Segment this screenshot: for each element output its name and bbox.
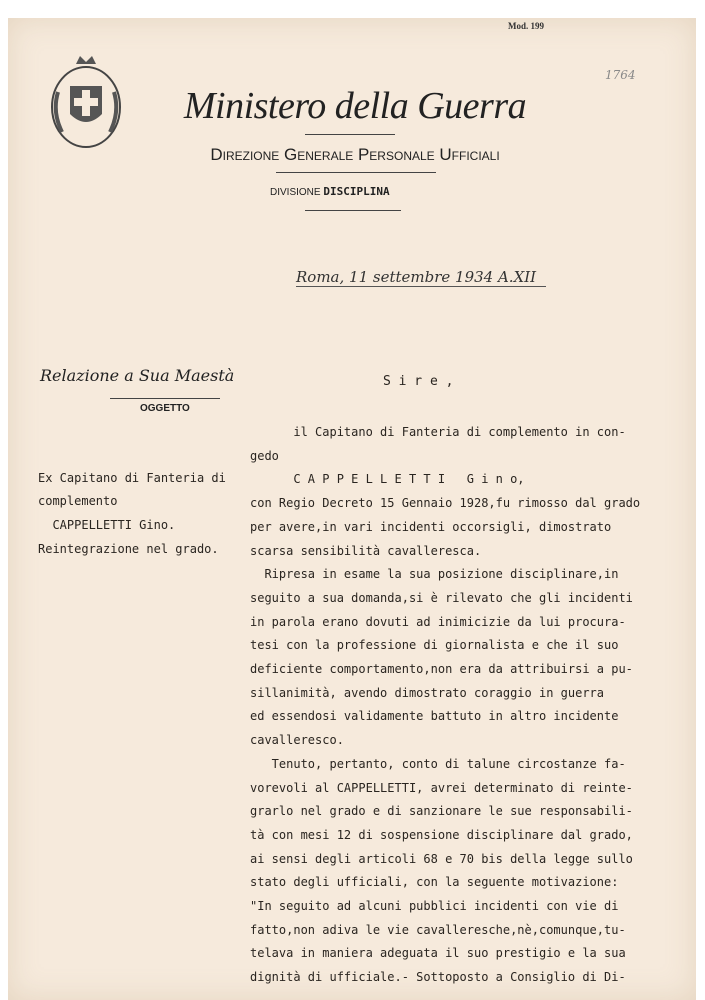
body-line: sillanimità, avendo dimostrato coraggio in guerra <box>250 685 605 700</box>
body-line: il Capitano di Fanteria di complemento in con- <box>250 425 626 439</box>
body-line: gedo <box>250 448 279 463</box>
subject-text <box>38 443 226 585</box>
letter-body <box>250 421 640 990</box>
divider <box>305 134 395 135</box>
body-line: scarsa sensibilità cavalleresca. <box>250 543 482 558</box>
subject-line: complemento <box>38 494 118 509</box>
body-line: seguito a sua domanda,si è rilevato che gli incidenti <box>250 590 633 605</box>
subject-line: Reintegrazione nel grado. <box>38 541 219 556</box>
body-line: grarlo nel grado e di sanzionare le sue responsabili- <box>250 804 633 819</box>
body-line: con Regio Decreto 15 Gennaio 1928,fu rimosso dal grado <box>250 496 641 511</box>
form-code: Mod. 199 <box>508 21 544 31</box>
division <box>270 185 390 198</box>
body-line: cavalleresco. <box>250 733 344 748</box>
body-line: per avere,in vari incidenti occorsigli, dimostrato <box>250 519 612 534</box>
body-line: ed essendosi validamente battuto in altro incidente <box>250 709 619 724</box>
body-line: telava in maniera adeguata il suo prestigio e la sua <box>250 946 626 961</box>
body-line: in parola erano dovuti ad inimicizie da lui procura- <box>250 614 626 629</box>
body-line: vorevoli al CAPPELLETTI, avrei determinato di reinte- <box>250 780 633 795</box>
subject-line: Ex Capitano di Fanteria di <box>38 470 226 485</box>
division-label: DIVISIONE <box>270 187 321 198</box>
body-line: dignità di ufficiale.- Sottoposto a Consiglio di Di- <box>250 970 626 985</box>
direction-title: Direzione Generale Personale Ufficiali <box>210 145 500 164</box>
body-line: deficiente comportamento,non era da attribuirsi a pu- <box>250 662 633 677</box>
divider <box>276 172 436 173</box>
body-line: Tenuto, pertanto, conto di talune circostanze fa- <box>250 756 626 771</box>
ministry-title: Ministero della Guerra <box>183 85 527 127</box>
date-line: Roma, 11 settembre 1934 A.XII <box>296 268 546 287</box>
body-line: stato degli ufficiali, con la seguente motivazione: <box>250 875 619 890</box>
divider <box>110 398 220 399</box>
body-line: Ripresa in esame la sua posizione disciplinare,in <box>250 567 619 582</box>
body-line: "In seguito ad alcuni pubblici incidenti con vie di <box>250 899 619 914</box>
body-line: C A P P E L L E T T I G i n o, <box>250 472 525 487</box>
subject-line: CAPPELLETTI Gino. <box>38 518 176 533</box>
body-line: tesi con la professione di giornalista e che il suo <box>250 638 619 653</box>
body-line: tà con mesi 12 di sospensione disciplinare dal grado, <box>250 827 633 842</box>
divider <box>305 210 401 211</box>
body-line: ai sensi degli articoli 68 e 70 bis della legge sullo <box>250 851 633 866</box>
division-name: DISCIPLINA <box>323 185 390 198</box>
subject-label: OGGETTO <box>140 403 190 414</box>
body-line: fatto,non adiva le vie cavalleresche,nè,comunque,tu- <box>250 922 626 937</box>
margin-note: 1764 <box>605 68 636 82</box>
report-heading: Relazione a Sua Maestà <box>40 366 235 385</box>
savoy-crest-icon <box>48 52 124 152</box>
salutation: S i r e , <box>383 374 454 389</box>
